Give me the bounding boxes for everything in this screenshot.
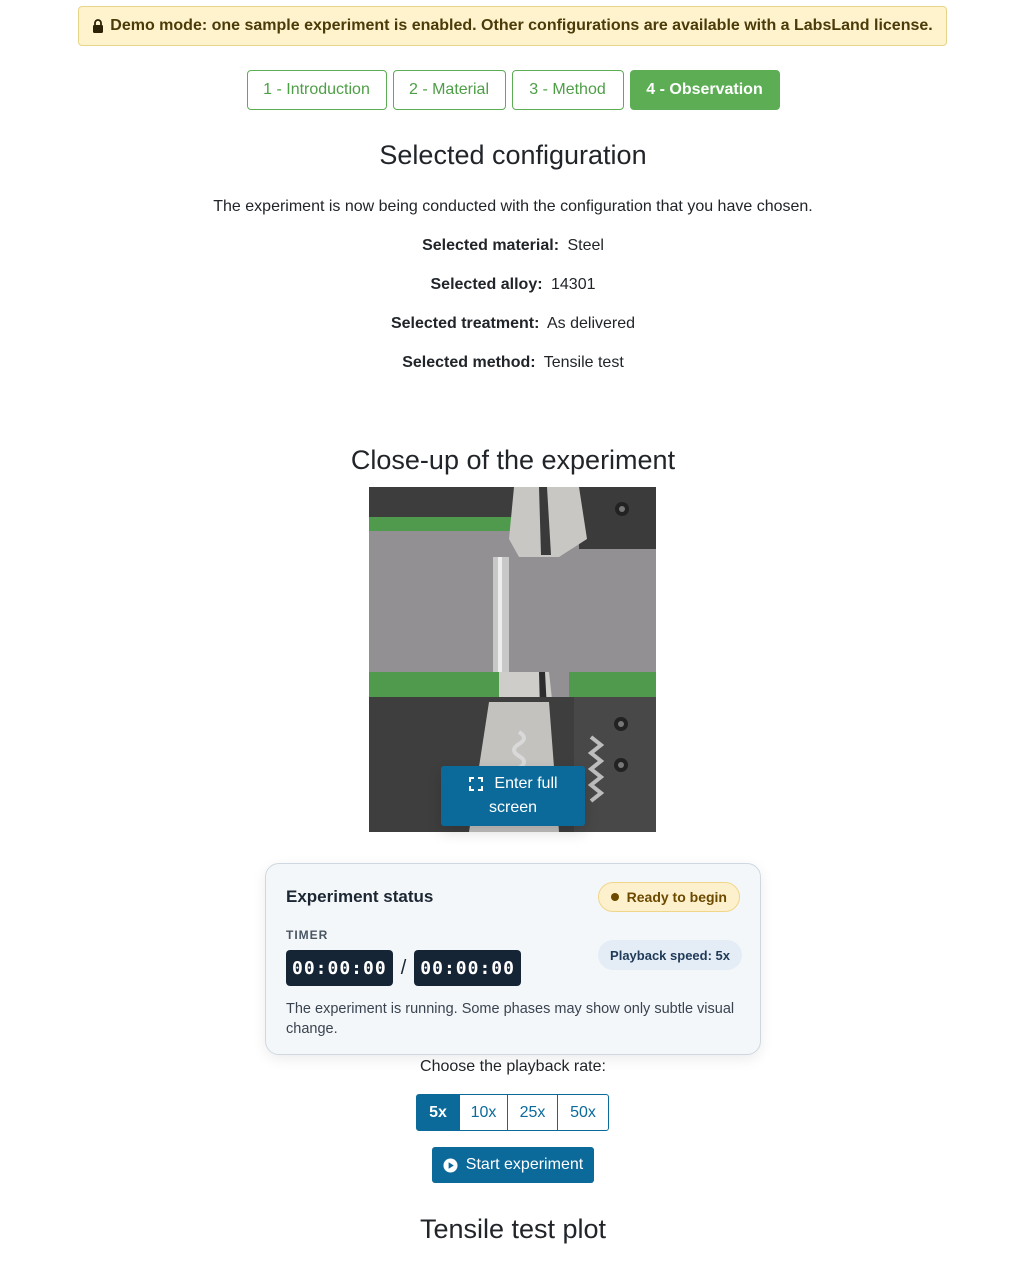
step-navigation bbox=[0, 70, 1026, 110]
fullscreen-label-line1: Enter full bbox=[494, 775, 558, 792]
rate-50x-button[interactable]: 50x bbox=[557, 1094, 609, 1131]
playback-rate-selector bbox=[416, 1094, 609, 1131]
rate-25x-button[interactable]: 25x bbox=[507, 1094, 558, 1131]
lock-icon bbox=[92, 19, 104, 33]
step-material-tab[interactable]: 2 - Material bbox=[393, 70, 506, 110]
start-experiment-label: Start experiment bbox=[465, 1156, 584, 1173]
selected-alloy-row bbox=[0, 276, 1026, 294]
experiment-status-title: Experiment status bbox=[286, 887, 434, 906]
play-circle-icon bbox=[443, 1158, 458, 1173]
expand-icon bbox=[468, 776, 484, 792]
selected-treatment-row bbox=[0, 315, 1026, 333]
timer-display bbox=[286, 950, 521, 986]
timer-separator: / bbox=[400, 956, 407, 979]
tensile-plot-title: Tensile test plot bbox=[419, 1214, 607, 1244]
selected-treatment-label: Selected treatment: bbox=[390, 315, 540, 332]
elapsed-time: 00:00:00 bbox=[286, 950, 393, 986]
ready-status-text: Ready to begin bbox=[626, 889, 727, 905]
step-introduction-tab[interactable]: 1 - Introduction bbox=[247, 70, 387, 110]
selected-alloy-value: 14301 bbox=[551, 276, 596, 293]
selected-configuration-title: Selected configuration bbox=[379, 140, 647, 170]
playback-speed-badge: Playback speed: 5x bbox=[598, 940, 742, 970]
selected-material-label: Selected material: bbox=[422, 237, 560, 254]
start-experiment-button[interactable] bbox=[432, 1147, 594, 1183]
status-dot-icon bbox=[611, 893, 619, 901]
closeup-title: Close-up of the experiment bbox=[350, 445, 676, 475]
selected-alloy-label: Selected alloy: bbox=[430, 276, 543, 293]
selected-treatment-value: As delivered bbox=[547, 315, 636, 332]
selected-material-row bbox=[0, 237, 1026, 255]
selected-method-row bbox=[0, 354, 1026, 372]
demo-banner-text: Demo mode: one sample experiment is enabled. Other configurations are available with a LabsLand license. bbox=[110, 17, 933, 34]
rate-10x-button[interactable]: 10x bbox=[459, 1094, 508, 1131]
ready-status-badge bbox=[598, 882, 740, 912]
demo-mode-banner bbox=[78, 6, 947, 46]
experiment-status-card bbox=[265, 863, 761, 1055]
enter-fullscreen-button[interactable] bbox=[441, 766, 585, 826]
fullscreen-label-line2: screen bbox=[488, 799, 538, 816]
configuration-intro-text: The experiment is now being conducted with the configuration that you have chosen. bbox=[213, 198, 813, 215]
step-method-tab[interactable]: 3 - Method bbox=[512, 70, 624, 110]
experiment-status-message: The experiment is running. Some phases may show only subtle visual change. bbox=[286, 1001, 735, 1037]
rate-5x-button[interactable]: 5x bbox=[416, 1094, 460, 1131]
selected-material-value: Steel bbox=[567, 237, 604, 254]
total-time: 00:00:00 bbox=[414, 950, 521, 986]
selected-method-value: Tensile test bbox=[543, 354, 624, 371]
selected-method-label: Selected method: bbox=[402, 354, 536, 371]
playback-rate-label: Choose the playback rate: bbox=[420, 1058, 606, 1075]
timer-label: TIMER bbox=[286, 928, 329, 942]
step-observation-tab[interactable]: 4 - Observation bbox=[630, 70, 780, 110]
